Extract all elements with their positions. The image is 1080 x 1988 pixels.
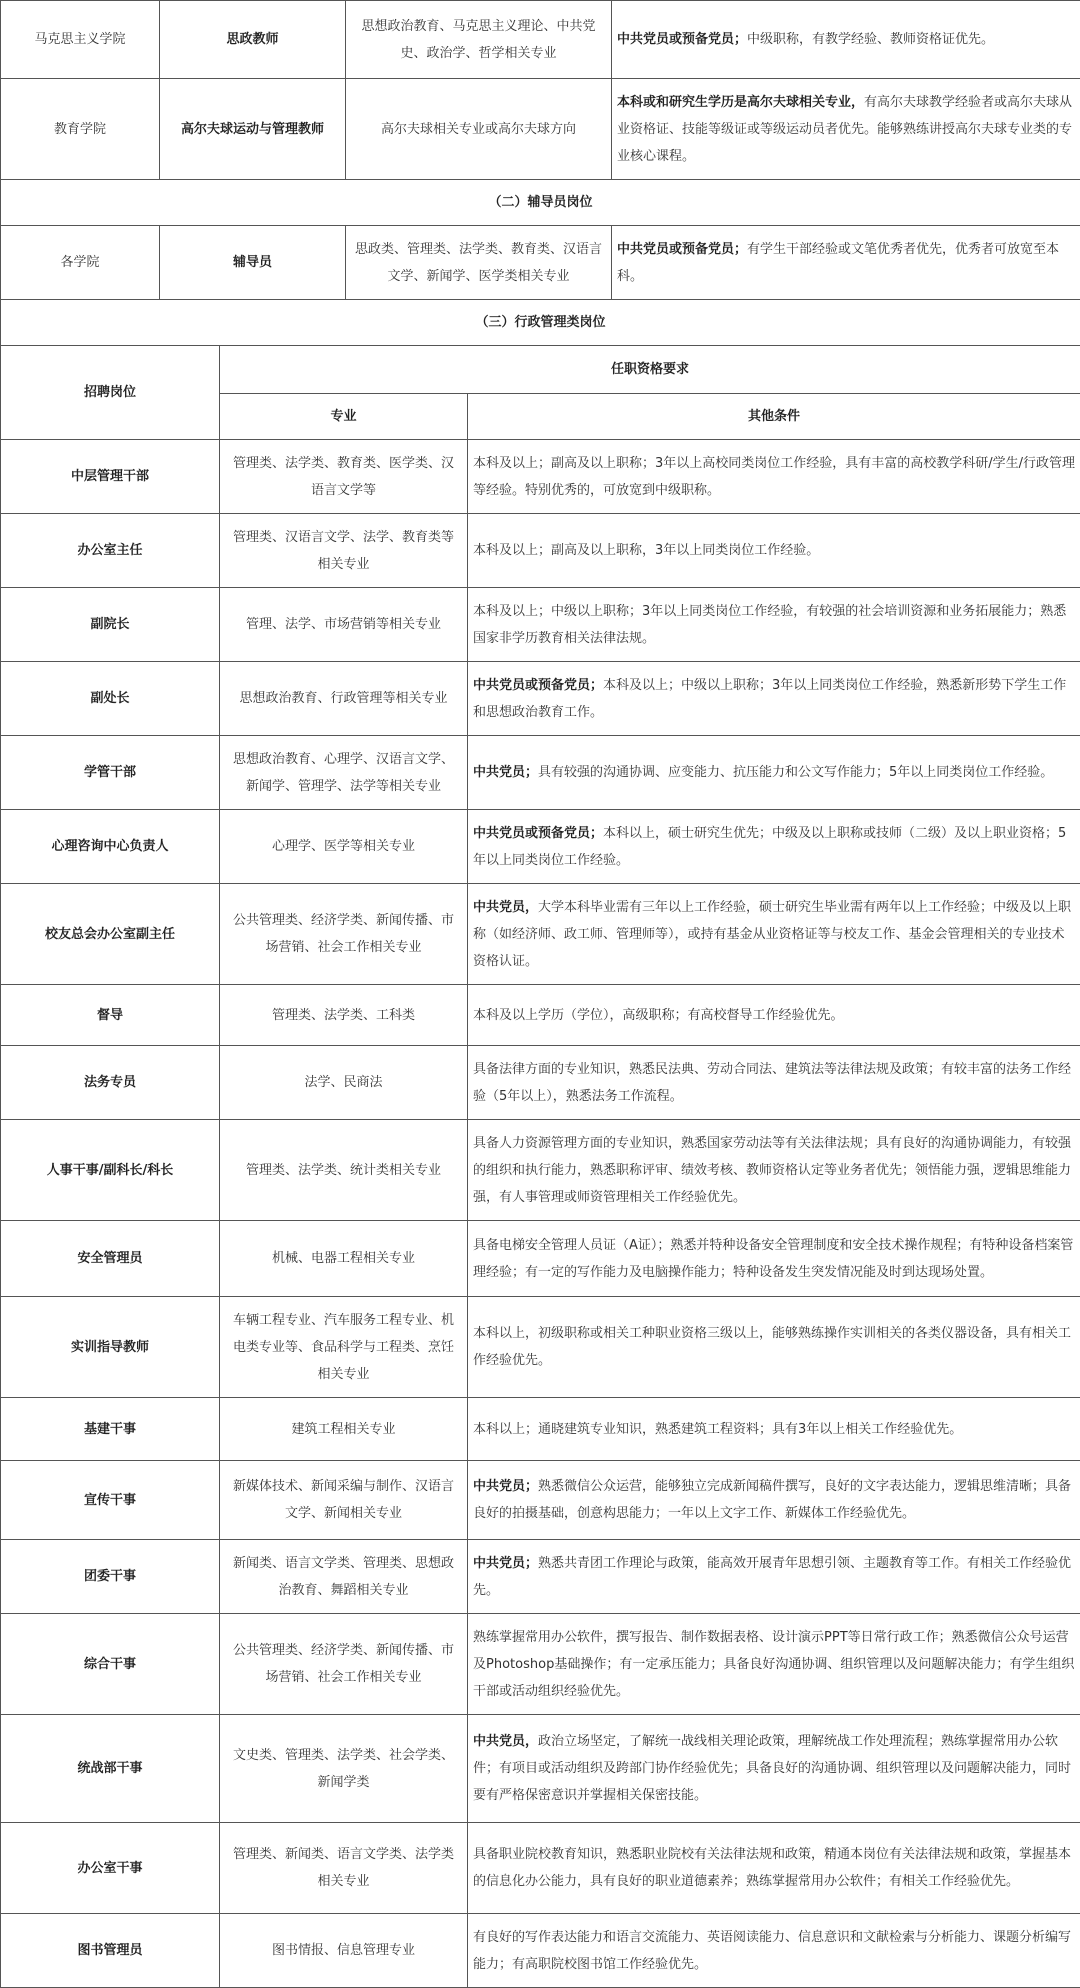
major-cell: 新闻类、语言文学类、管理类、思想政治教育、舞蹈相关专业 [220,1540,468,1614]
requirement-highlight: 本科或和研究生学历是高尔夫球相关专业， [617,95,864,110]
requirement-text: 熟悉共青团工作理论与政策，能高效开展青年思想引领、主题教育等工作。有相关工作经验优先。 [473,1556,1071,1598]
admin-row [1,588,1080,662]
requirement-text: 有学生干部经验或文笔优秀者优先，优秀者可放宽至本科。 [617,242,1059,284]
admin-row [1,1914,1080,1988]
major-cell: 建筑工程相关专业 [220,1398,468,1461]
requirement-text: 有良好的写作表达能力和语言交流能力、英语阅读能力、信息意识和文献检索与分析能力、课题分析编写能力；有高职院校图书馆工作经验优先。 [473,1930,1071,1972]
position-cell: 基建干事 [1,1398,220,1461]
requirement-text: 本科及以上；中级以上职称；3年以上同类岗位工作经验，有较强的社会培训资源和业务拓展能力；熟悉国家非学历教育相关法律法规。 [473,604,1066,646]
position-cell: 法务专员 [1,1046,220,1120]
college-cell: 各学院 [1,226,160,300]
major-cell: 法学、民商法 [220,1046,468,1120]
major-cell: 高尔夫球相关专业或高尔夫球方向 [346,79,612,180]
position-cell: 副处长 [1,662,220,736]
header-requirements: 任职资格要求 [220,346,1080,394]
requirement-cell [468,1221,1080,1297]
major-cell: 新媒体技术、新闻采编与制作、汉语言文学、新闻相关专业 [220,1461,468,1540]
major-cell: 管理类、法学类、工科类 [220,985,468,1046]
requirement-highlight: 中共党员或预备党员； [617,242,747,257]
requirement-cell [468,810,1080,884]
position-cell: 安全管理员 [1,1221,220,1297]
requirement-cell [468,1823,1080,1914]
requirement-highlight: 中共党员； [473,1556,538,1571]
requirement-highlight: 中共党员； [473,1479,538,1494]
position-cell: 副院长 [1,588,220,662]
position-cell: 学管干部 [1,736,220,810]
major-cell: 公共管理类、经济学类、新闻传播、市场营销、社会工作相关专业 [220,1614,468,1715]
requirement-cell [468,985,1080,1046]
requirement-cell [612,1,1080,79]
college-cell: 教育学院 [1,79,160,180]
requirement-highlight: 中共党员； [473,765,538,780]
admin-row [1,1297,1080,1398]
counselor-row [1,226,1080,300]
requirement-cell [468,440,1080,514]
position-cell: 统战部干事 [1,1715,220,1823]
section-title-admin: （三）行政管理类岗位 [1,300,1080,346]
requirement-text: 中级职称，有教学经验、教师资格证优先。 [747,32,994,47]
requirement-text: 熟悉微信公众运营，能够独立完成新闻稿件撰写，良好的文字表达能力，逻辑思维清晰；具备良好的拍摄基础，创意构思能力；一年以上文字工作、新媒体工作经验优先。 [473,1479,1071,1521]
admin-row [1,1614,1080,1715]
major-cell: 思想政治教育、心理学、汉语言文学、新闻学、管理学、法学等相关专业 [220,736,468,810]
major-cell: 管理类、汉语言文学、法学、教育类等相关专业 [220,514,468,588]
admin-row [1,1715,1080,1823]
admin-row [1,1461,1080,1540]
requirement-text: 本科及以上；副高及以上职称，3年以上同类岗位工作经验。 [473,543,819,558]
requirement-text: 熟练掌握常用办公软件，撰写报告、制作数据表格、设计演示PPT等日常行政工作；熟悉微信公众号运营及Photoshop基础操作；有一定承压能力；具备良好沟通协调、组织管理以及问题解决能力；有学生组织干部或活动组织经验优先。 [473,1630,1074,1699]
major-cell: 图书情报、信息管理专业 [220,1914,468,1988]
position-cell: 图书管理员 [1,1914,220,1988]
major-cell: 思政类、管理类、法学类、教育类、汉语言文学、新闻学、医学类相关专业 [346,226,612,300]
header-position: 招聘岗位 [1,346,220,440]
requirement-cell [612,226,1080,300]
requirement-cell [468,1398,1080,1461]
requirement-cell [468,1297,1080,1398]
college-cell: 马克思主义学院 [1,1,160,79]
header-major: 专业 [220,394,468,440]
requirement-text: 具备法律方面的专业知识，熟悉民法典、劳动合同法、建筑法等法律法规及政策；有较丰富的法务工作经验（5年以上），熟悉法务工作流程。 [473,1062,1071,1104]
requirement-text: 本科及以上；中级以上职称；3年以上同类岗位工作经验，熟悉新形势下学生工作和思想政治教育工作。 [473,678,1066,720]
section-title-row [1,300,1080,346]
requirement-cell [468,1461,1080,1540]
requirement-text: 本科及以上学历（学位），高级职称；有高校督导工作经验优先。 [473,1008,844,1023]
position-cell: 辅导员 [160,226,346,300]
admin-row [1,440,1080,514]
requirement-cell [468,514,1080,588]
requirement-text: 本科以上；通晓建筑专业知识，熟悉建筑工程资料；具有3年以上相关工作经验优先。 [473,1422,962,1437]
requirement-highlight: 中共党员或预备党员； [473,678,603,693]
requirement-cell [612,79,1080,180]
requirement-text: 本科以上，硕士研究生优先；中级及以上职称或技师（二级）及以上职业资格；5年以上同类岗位工作经验。 [473,826,1066,868]
major-cell: 机械、电器工程相关专业 [220,1221,468,1297]
major-cell: 思想政治教育、马克思主义理论、中共党史、政治学、哲学相关专业 [346,1,612,79]
requirement-cell [468,884,1080,985]
requirement-text: 政治立场坚定，了解统一战线相关理论政策，理解统战工作处理流程；熟练掌握常用办公软件；有项目或活动组织及跨部门协作经验优先；具备良好的沟通协调、组织管理以及问题解决能力，同时要有严格保密意识并掌握相关保密技能。 [473,1734,1071,1803]
position-cell: 人事干事/副科长/科长 [1,1120,220,1221]
admin-row [1,514,1080,588]
requirement-cell [468,1046,1080,1120]
admin-row [1,985,1080,1046]
admin-rows [1,440,1080,1988]
requirement-cell [468,662,1080,736]
major-cell: 管理类、法学类、统计类相关专业 [220,1120,468,1221]
requirement-cell [468,1715,1080,1823]
admin-row [1,1046,1080,1120]
position-cell: 实训指导教师 [1,1297,220,1398]
requirement-highlight: 中共党员或预备党员； [617,32,747,47]
requirement-text: 本科以上，初级职称或相关工种职业资格三级以上，能够熟练操作实训相关的各类仪器设备，具有相关工作经验优先。 [473,1326,1071,1368]
teacher-row-marxism [1,1,1080,79]
position-cell: 团委干事 [1,1540,220,1614]
major-cell: 管理、法学、市场营销等相关专业 [220,588,468,662]
section-title-counselor: （二）辅导员岗位 [1,180,1080,226]
admin-row [1,662,1080,736]
requirement-highlight: 中共党员或预备党员； [473,826,603,841]
major-cell: 车辆工程专业、汽车服务工程专业、机电类专业等、食品科学与工程类、烹饪相关专业 [220,1297,468,1398]
section-title-row [1,180,1080,226]
admin-header-row-1 [1,346,1080,394]
admin-row [1,1221,1080,1297]
requirement-text: 具有较强的沟通协调、应变能力、抗压能力和公文写作能力；5年以上同类岗位工作经验。 [538,765,1053,780]
requirement-text: 大学本科毕业需有三年以上工作经验，硕士研究生毕业需有两年以上工作经验；中级及以上职称（如经济师、政工师、管理师等），或持有基金从业资格证等与校友工作、基金会管理相关的专业技术资格认证。 [473,900,1071,969]
admin-row [1,1120,1080,1221]
requirement-cell [468,1614,1080,1715]
position-cell: 思政教师 [160,1,346,79]
position-cell: 办公室主任 [1,514,220,588]
requirement-text: 本科及以上；副高及以上职称；3年以上高校同类岗位工作经验，具有丰富的高校教学科研/学生/行政管理等经验。特别优秀的，可放宽到中级职称。 [473,456,1075,498]
admin-row [1,1398,1080,1461]
header-other: 其他条件 [468,394,1080,440]
position-cell: 校友总会办公室副主任 [1,884,220,985]
requirement-cell [468,588,1080,662]
position-cell: 综合干事 [1,1614,220,1715]
teacher-row-education [1,79,1080,180]
requirement-highlight: 中共党员， [473,1734,538,1749]
requirement-cell [468,1540,1080,1614]
major-cell: 思想政治教育、行政管理等相关专业 [220,662,468,736]
requirement-text: 具备职业院校教育知识，熟悉职业院校有关法律法规和政策，精通本岗位有关法律法规和政策，掌握基本的信息化办公能力，具有良好的职业道德素养；熟练掌握常用办公软件；有相关工作经验优先。 [473,1847,1071,1889]
major-cell: 管理类、法学类、教育类、医学类、汉语言文学等 [220,440,468,514]
major-cell: 管理类、新闻类、语言文学类、法学类相关专业 [220,1823,468,1914]
position-cell: 办公室干事 [1,1823,220,1914]
requirement-cell [468,1914,1080,1988]
major-cell: 公共管理类、经济学类、新闻传播、市场营销、社会工作相关专业 [220,884,468,985]
requirement-text: 有高尔夫球教学经验者或高尔夫球从业资格证、技能等级证或等级运动员者优先。能够熟练讲授高尔夫球专业类的专业核心课程。 [617,95,1072,164]
requirement-highlight: 中共党员， [473,900,538,915]
admin-row [1,884,1080,985]
position-cell: 督导 [1,985,220,1046]
major-cell: 文史类、管理类、法学类、社会学类、新闻学类 [220,1715,468,1823]
major-cell: 心理学、医学等相关专业 [220,810,468,884]
position-cell: 中层管理干部 [1,440,220,514]
requirement-text: 具备人力资源管理方面的专业知识，熟悉国家劳动法等有关法律法规；具有良好的沟通协调能力，有较强的组织和执行能力，熟悉职称评审、绩效考核、教师资格认定等业务者优先；领悟能力强，逻辑思维能力强，有人事管理或师资管理相关工作经验优先。 [473,1136,1071,1205]
requirement-cell [468,1120,1080,1221]
admin-row [1,1540,1080,1614]
requirement-text: 具备电梯安全管理人员证（A证）；熟悉并特种设备安全管理制度和安全技术操作规程；有特种设备档案管理经验；有一定的写作能力及电脑操作能力；特种设备发生突发情况能及时到达现场处置。 [473,1238,1073,1280]
position-cell: 高尔夫球运动与管理教师 [160,79,346,180]
admin-row [1,810,1080,884]
position-cell: 宣传干事 [1,1461,220,1540]
position-cell: 心理咨询中心负责人 [1,810,220,884]
admin-row [1,1823,1080,1914]
requirement-cell [468,736,1080,810]
admin-row [1,736,1080,810]
